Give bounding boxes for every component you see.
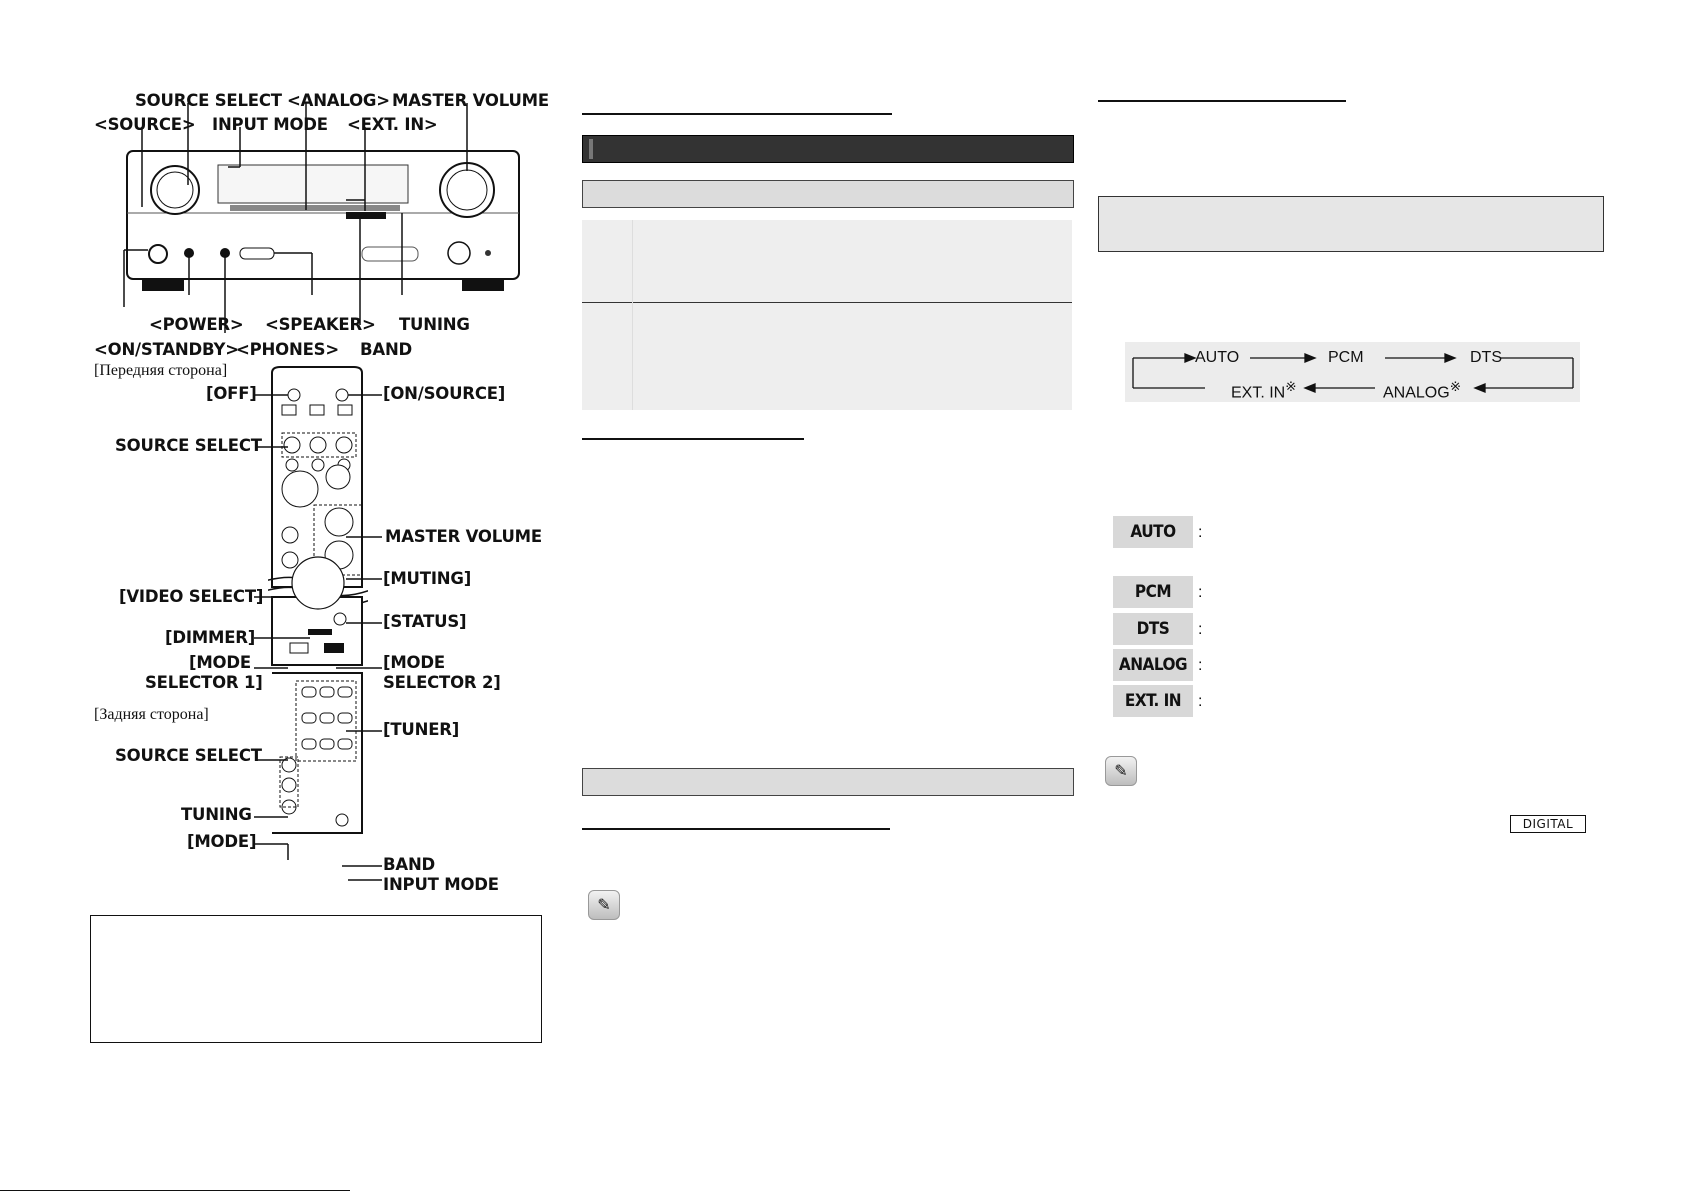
label-master-volume-remote: MASTER VOLUME — [385, 527, 542, 546]
label-master-volume: MASTER VOLUME — [392, 91, 549, 110]
flow-analog: ANALOG※ — [1383, 379, 1461, 402]
label-source-select: SOURCE SELECT — [135, 91, 282, 110]
badge-dts: DTS — [1113, 613, 1193, 645]
note-pencil-icon-right: ✎ — [1105, 756, 1137, 786]
section-rule-right — [1098, 100, 1346, 102]
label-status: [STATUS] — [383, 612, 467, 631]
note-box — [90, 915, 542, 1043]
label-phones: <PHONES> — [236, 340, 339, 359]
label-analog: <ANALOG> — [287, 91, 390, 110]
label-input-mode-remote: INPUT MODE — [383, 875, 499, 894]
section-header-dark — [582, 135, 1074, 163]
section-rule-3 — [582, 828, 890, 830]
label-band: BAND — [360, 340, 413, 359]
section-rule-1 — [582, 113, 892, 115]
badge-analog: ANALOG — [1113, 649, 1193, 681]
label-ext-in: <EXT. IN> — [347, 115, 438, 134]
shaded-table — [582, 220, 1072, 410]
label-mode-selector-2b: SELECTOR 2] — [383, 673, 501, 692]
label-input-mode: INPUT MODE — [212, 115, 328, 134]
colon-pcm: : — [1198, 584, 1203, 601]
note-pencil-icon: ✎ — [588, 890, 620, 920]
caption-rear-side: [Задняя сторона] — [94, 706, 209, 723]
label-on-standby: <ON/STANDBY> — [94, 340, 239, 359]
label-speaker: <SPEAKER> — [265, 315, 376, 334]
label-mode: [MODE] — [187, 832, 257, 851]
badge-ext-in: EXT. IN — [1113, 685, 1193, 717]
label-tuner: [TUNER] — [383, 720, 460, 739]
colon-dts: : — [1198, 621, 1203, 638]
flow-analog-mark: ※ — [1449, 379, 1461, 394]
label-on-source: [ON/SOURCE] — [383, 384, 506, 403]
label-mode-selector-1a: [MODE — [189, 653, 251, 672]
colon-analog: : — [1198, 657, 1203, 674]
highlight-box — [1098, 196, 1604, 252]
flow-auto: AUTO — [1195, 349, 1240, 366]
table-column-divider — [632, 220, 633, 410]
label-video-select: [VIDEO SELECT] — [119, 587, 264, 606]
subsection-header-1 — [582, 180, 1074, 208]
label-band-remote: BAND — [383, 855, 436, 874]
badge-pcm: PCM — [1113, 576, 1193, 608]
caption-front-side: [Передняя сторона] — [94, 362, 228, 379]
label-tuning: TUNING — [399, 315, 470, 334]
header-accent — [589, 139, 593, 159]
badge-auto: AUTO — [1113, 516, 1193, 548]
label-source-select-rear: SOURCE SELECT — [115, 746, 262, 765]
label-muting: [MUTING] — [383, 569, 472, 588]
label-mode-selector-2a: [MODE — [383, 653, 445, 672]
section-rule-2 — [582, 438, 804, 440]
input-mode-cycle — [1125, 342, 1580, 402]
flow-pcm: PCM — [1328, 349, 1364, 366]
label-tuning-remote: TUNING — [181, 805, 252, 824]
digital-indicator: DIGITAL — [1510, 815, 1586, 833]
subsection-header-2 — [582, 768, 1074, 796]
label-mode-selector-1b: SELECTOR 1] — [145, 673, 263, 692]
label-off: [OFF] — [206, 384, 257, 403]
label-dimmer: [DIMMER] — [165, 628, 256, 647]
flow-ext-in-mark: ※ — [1285, 379, 1297, 394]
colon-ext-in: : — [1198, 693, 1203, 710]
label-power: <POWER> — [149, 315, 244, 334]
label-source: <SOURCE> — [94, 115, 196, 134]
colon-auto: : — [1198, 524, 1203, 541]
flow-ext-in: EXT. IN※ — [1231, 379, 1297, 402]
flow-dts: DTS — [1470, 349, 1502, 366]
table-divider — [582, 302, 1072, 303]
label-source-select-remote: SOURCE SELECT — [115, 436, 262, 455]
